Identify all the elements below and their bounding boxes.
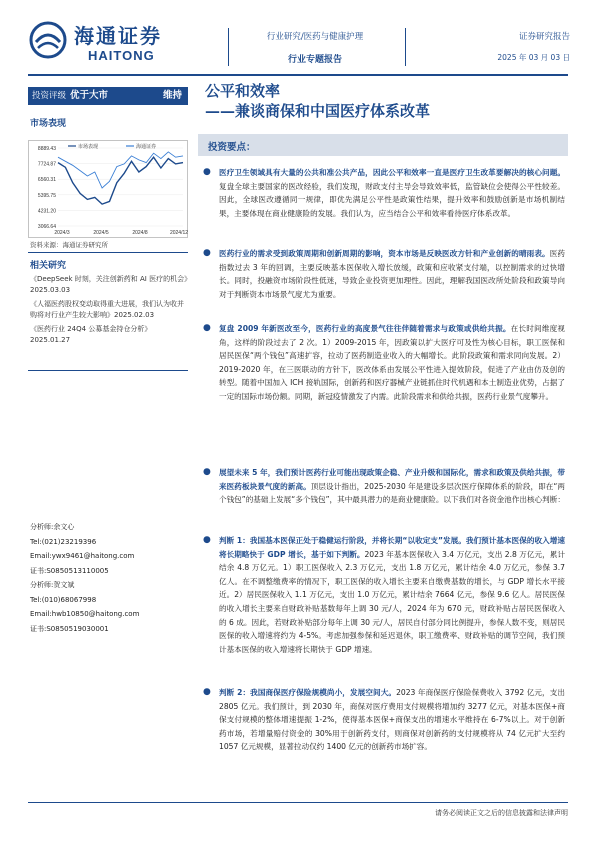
report-label: 证券研究报告: [518, 32, 570, 42]
rating-label: 投资评级: [32, 91, 67, 101]
rating-value: 优于大市: [70, 90, 109, 101]
paragraph-body: 2023 年商保医疗保险保费收入 3792 亿元，支出 2805 亿元。我们预计，到 2030 年，商保对医疗费用支付规模将增加约 3277 亿元，对基本医保+商保支付规模的整体增速提振 1-2%，使得基本医保+商保支出的增速水平维持在 6-7%以上。对于创新药市场，若增量赔付资金的 30%用于创新药支付，则商保对创新药的支付规模将从 74 亿元扩大至约 1057 亿元规模，显著拉动仅约 1400 亿元的创新药市场扩容。: [219, 688, 565, 752]
x-tick-label: 2024/12: [169, 230, 188, 236]
y-tick-label: 5395.75: [37, 192, 56, 199]
haitong-logo-icon: [28, 20, 68, 60]
report-subtitle: ——兼谈商保和中国医疗体系改革: [205, 102, 431, 120]
paragraph-lead: 医药行业的需求受到政策周期和创新周期的影响，资本市场是反映医改方针和产业创新的晴雨表。: [219, 249, 550, 258]
y-tick-label: 7724.87: [37, 161, 56, 168]
paragraph-lead: 复盘 2009 年新医改至今，医药行业的高度景气往往伴随着需求与政策或供给共振。: [219, 324, 511, 333]
related-research-list: [30, 274, 190, 349]
key-point-paragraph: [203, 686, 565, 754]
key-point-paragraph: [203, 166, 565, 220]
analyst-tel: Tel:(010)68067998: [30, 595, 97, 604]
chart-source: 资料来源：海通证券研究所: [30, 241, 108, 249]
logo-chinese-text: 海通证券: [74, 24, 162, 48]
paragraph-lead: 医疗卫生领域具有大量的公共和准公共产品，因此公平和效率一直是医疗卫生改革要解决的核心问题。: [219, 168, 565, 177]
related-item[interactable]: 《医药行业 24Q4 公募基金持仓分析》2025.01.27: [30, 325, 152, 344]
footer-disclaimer: 请务必阅读正文之后的信息披露和法律声明: [435, 809, 568, 817]
header-rule: [28, 74, 568, 76]
bullet-icon: ●: [203, 467, 211, 477]
y-tick-label: 3066.64: [37, 224, 56, 230]
paragraph-body: 2023 年基本医保收入 3.4 万亿元，支出 2.8 万亿元，累计结余 4.8 万亿元。1）职工医保收入 2.3 万亿元，支出 1.8 万亿元，累计结余 4.0 万亿元，参保 3.7 亿人。在不调整缴费率的情况下，职工医保的收入增长主要来自缴费基数的增长，与 GDP 增长水平接近。2）居民医保收入 1.1 万亿元，支出 1.0 万亿元，累计结余 7664 亿元，参保 9.6 亿人。居民医保的收入增长主要来自财政补贴基数每年上调 30 元/人，2024 年为 670 元，财政补贴占居民医保收入的 6 成。因此，若财政补贴部分每年上调 30 元/人，居民自付部分同比例提升，参保人数不变，则居民医保的收入增速将约为 4-5%。考虑加强参保和延迟退休，职工缴费率、财政补贴的调节空间，我们预计基本医保的收入增速将长期快于 GDP 增速。: [219, 549, 565, 654]
key-point-paragraph: [203, 534, 565, 656]
bullet-icon: ●: [203, 248, 211, 258]
paragraph-body: 复盘全球主要国家的医改经验，我们发现，财政支付主导会导致效率低，监管缺位会使得公平性较差。因此，全球医改遵循同一规律，即优先满足公平性是政策性结果，提升效率和鼓励创新是市场机制结果，主要体现在商业健康险的发展。我们认为，应当结合公平和效率看待医疗体系改革。: [219, 181, 565, 218]
related-item[interactable]: 《DeepSeek 时刻，关注创新药和 AI 医疗的机会》2025.03.03: [30, 275, 188, 294]
sidebar-rule: [28, 252, 188, 253]
investment-rating: [28, 87, 188, 105]
report-title: 公平和效率: [205, 82, 281, 100]
analyst-name: 分析师:余文心: [30, 523, 75, 531]
header-separator: [228, 28, 229, 66]
y-tick-label: 4231.20: [37, 208, 56, 215]
paragraph-body: 医药指数过去 3 年的回调，主要反映基本医保收入增长放缓，政策和应收紧支付端，以控制需求的过快增长。同时，投融资市场阶段性低迷，导致企业投资更加理性。因此，理解我国医改所处阶段和政策导向对于判断资本市场景气度尤为重要。: [219, 249, 566, 299]
related-item[interactable]: 《人福医药股权变动取得重大进展，我们认为收并购将对行业产生较大影响》2025.02.03: [30, 300, 184, 319]
footer-rule: [28, 802, 568, 803]
key-points-header: [198, 134, 568, 156]
header-category: [250, 30, 380, 65]
key-points-title: 投资要点：: [208, 142, 256, 153]
paragraph-lead: 展望未来 5 年，我们预计医药行业可能出现政策企稳、产业升级和国际化，需求和政策及供给共振，带来医药板块景气度的新高。: [219, 468, 565, 491]
bullet-icon: ●: [203, 167, 211, 177]
market-performance-title: 市场表现: [30, 119, 67, 129]
report-category: 行业研究/医药与健康护理: [266, 32, 364, 42]
report-header: [0, 0, 595, 76]
analyst-tel: Tel:(021)23219396: [30, 537, 97, 546]
header-right: [470, 30, 570, 63]
key-point-paragraph: [203, 322, 565, 404]
analyst-cert: 证书:S0850519030001: [30, 624, 109, 633]
key-point-paragraph: [203, 247, 565, 301]
bullet-icon: ●: [203, 323, 211, 333]
legend-label: 市场表现: [78, 144, 99, 150]
market-performance-chart: [28, 140, 188, 238]
analyst-email[interactable]: Email:hwb10850@haitong.com: [30, 610, 140, 618]
related-research-title: 相关研究: [30, 261, 67, 271]
sidebar-rule: [28, 370, 188, 371]
report-date: 2025 年 03 月 03 日: [497, 53, 570, 62]
bullet-icon: ●: [203, 687, 211, 697]
company-logo: [28, 18, 188, 66]
y-tick-label: 6560.31: [37, 177, 56, 184]
report-type: 行业专题报告: [287, 55, 342, 65]
x-tick-label: 2024/8: [132, 230, 148, 236]
x-tick-label: 2024/3: [54, 230, 70, 236]
analyst-name: 分析师:贺文斌: [30, 581, 75, 589]
x-tick-label: 2024/5: [93, 230, 109, 236]
analyst-email[interactable]: Email:ywx9461@haitong.com: [30, 552, 135, 560]
analyst-cert: 证书:S0850513110005: [30, 566, 109, 575]
paragraph-lead: 判断 1：我国基本医保正处于稳健运行阶段，并将长期“以收定支”发展。我们预计基本医保的收入增速将长期略快于 GDP 增长，基于如下判断。: [219, 536, 565, 559]
logo-english-text: HAITONG: [88, 48, 155, 63]
header-separator: [405, 28, 406, 66]
chart-frame: [29, 141, 188, 238]
paragraph-lead: 判断 2：我国商保医疗保险规模尚小，发展空间大。: [219, 688, 397, 697]
analyst-info: [30, 520, 190, 636]
key-point-paragraph: [203, 466, 565, 507]
paragraph-body: 顶层设计指出，2025-2030 年是建设多层次医疗保障体系的阶段，即在“两个钱包”的基础上发展“多个钱包”，其中最具潜力的是商业健康险。以下我们对各资金池作出核心判断：: [219, 481, 565, 505]
rating-action: 维持: [162, 90, 182, 101]
y-tick-label: 8889.43: [37, 146, 56, 152]
bullet-icon: ●: [203, 535, 211, 545]
legend-label: 海通证券: [136, 144, 157, 150]
paragraph-body: 在长时间维度视角，这样的阶段过去了 2 次。1）2009-2015 年，因政策以扩大医疗可及性为核心目标，职工医保和居民医保“两个钱包”高速扩容，拉动了医药制造业收入的大幅增长。此阶段政策和需求同向发展。2）2019-2020 年，在三医联动的方针下，医改体系由发展公平性进入提效阶段，促进了产业由仿及创的转型。随着中国加入 ICH 接轨国际，创新药和医疗器械产业链抓住时代机遇和本土制造业优势，占据了一定的国际市场份额。同期，新冠疫情激发了内需。此阶段需求和供给共振，医药行业景气度攀升。: [219, 324, 566, 401]
